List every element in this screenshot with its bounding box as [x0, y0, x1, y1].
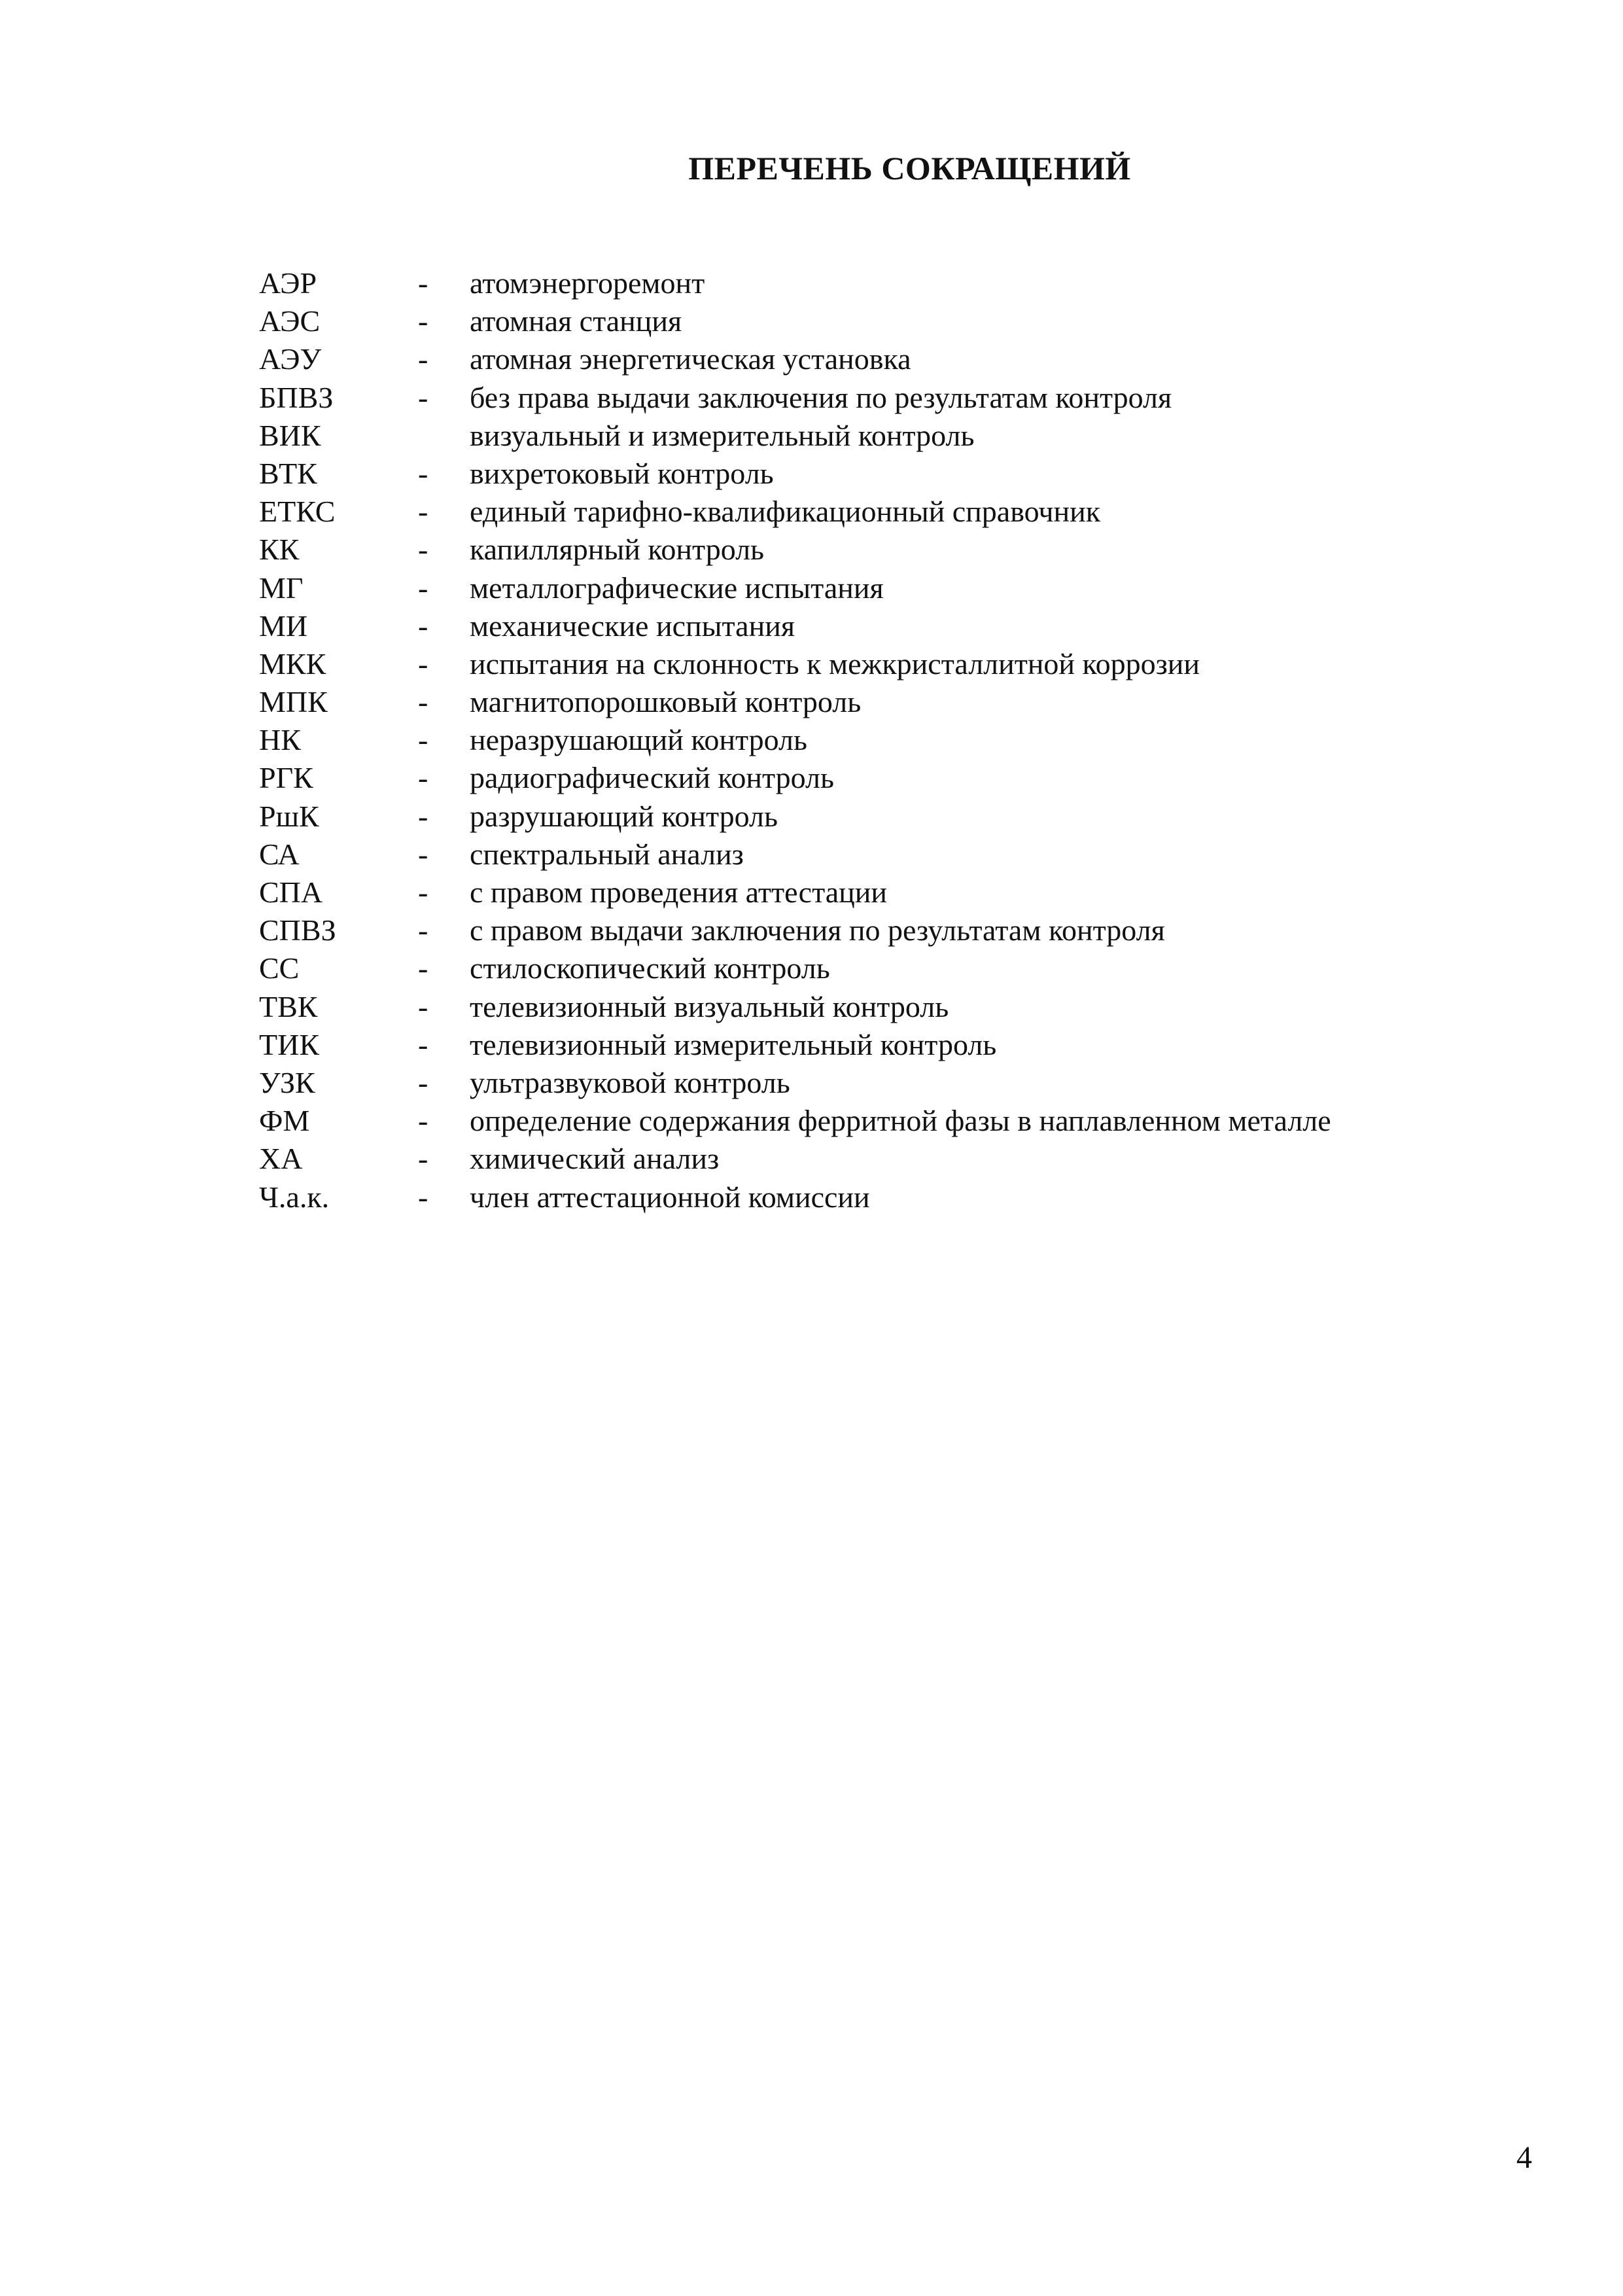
abbreviation-code: МИ	[259, 609, 308, 643]
abbreviation-dash: -	[418, 456, 428, 490]
abbreviation-dash: -	[418, 495, 428, 529]
abbreviation-code: РГК	[259, 761, 313, 795]
abbreviation-dash: -	[418, 571, 428, 605]
abbreviation-code: СПА	[259, 875, 323, 909]
abbreviation-list	[259, 264, 1502, 1216]
abbreviation-code: АЭР	[259, 266, 317, 300]
abbreviation-dash: -	[418, 1180, 428, 1214]
abbreviation-dash: -	[418, 304, 428, 338]
abbreviation-code: АЭС	[259, 304, 321, 338]
abbreviation-code: МПК	[259, 685, 328, 719]
abbreviation-code: НК	[259, 723, 301, 757]
abbreviation-definition: химический анализ	[470, 1142, 720, 1176]
abbreviation-dash: -	[418, 609, 428, 643]
abbreviation-code: ФМ	[259, 1104, 310, 1138]
abbreviation-row	[259, 493, 1502, 531]
abbreviation-row	[259, 1178, 1502, 1216]
abbreviation-definition: неразрушающий контроль	[470, 723, 807, 757]
abbreviation-code: ВИК	[259, 418, 321, 452]
abbreviation-dash: -	[418, 1027, 428, 1061]
abbreviation-dash: -	[418, 723, 428, 757]
abbreviation-code: АЭУ	[259, 342, 322, 376]
abbreviation-code: ХА	[259, 1142, 303, 1176]
abbreviation-row	[259, 1064, 1502, 1102]
abbreviation-row	[259, 417, 1502, 455]
abbreviation-definition: без права выдачи заключения по результатам контроля	[470, 380, 1172, 414]
abbreviation-dash: -	[418, 380, 428, 414]
abbreviation-code: СА	[259, 837, 300, 871]
abbreviation-code: БПВЗ	[259, 380, 334, 414]
abbreviation-row	[259, 836, 1502, 874]
abbreviation-code: ЕТКС	[259, 495, 336, 529]
abbreviation-row	[259, 988, 1502, 1026]
abbreviation-dash: -	[418, 342, 428, 376]
abbreviation-row	[259, 607, 1502, 645]
abbreviation-code: ВТК	[259, 456, 317, 490]
abbreviation-code: СПВЗ	[259, 913, 336, 947]
abbreviation-definition: радиографический контроль	[470, 761, 834, 795]
abbreviation-row	[259, 455, 1502, 493]
abbreviation-definition: член аттестационной комиссии	[470, 1180, 870, 1214]
abbreviation-definition: капиллярный контроль	[470, 533, 765, 567]
abbreviation-row	[259, 1102, 1502, 1140]
abbreviation-definition: визуальный и измерительный контроль	[470, 418, 975, 452]
abbreviation-definition: телевизионный измерительный контроль	[470, 1027, 997, 1061]
abbreviation-row	[259, 569, 1502, 607]
abbreviation-definition: атомная станция	[470, 304, 682, 338]
abbreviation-definition: определение содержания ферритной фазы в наплавленном металле	[470, 1104, 1331, 1138]
abbreviation-row	[259, 798, 1502, 836]
abbreviation-row	[259, 645, 1502, 683]
abbreviation-dash: -	[418, 761, 428, 795]
abbreviation-row	[259, 379, 1502, 417]
abbreviation-definition: магнитопорошковый контроль	[470, 685, 862, 719]
abbreviation-definition: ультразвуковой контроль	[470, 1065, 790, 1099]
abbreviation-dash: -	[418, 951, 428, 985]
abbreviation-code: ТИК	[259, 1027, 319, 1061]
abbreviation-row	[259, 264, 1502, 302]
abbreviation-row	[259, 874, 1502, 911]
abbreviation-row	[259, 531, 1502, 569]
abbreviation-code: КК	[259, 533, 300, 567]
abbreviation-dash: -	[418, 533, 428, 567]
abbreviation-row	[259, 340, 1502, 378]
abbreviation-row	[259, 1026, 1502, 1064]
abbreviation-definition: атомная энергетическая установка	[470, 342, 911, 376]
abbreviation-definition: стилоскопический контроль	[470, 951, 830, 985]
abbreviation-definition: испытания на склонность к межкристаллитной коррозии	[470, 646, 1200, 680]
abbreviation-dash: -	[418, 646, 428, 680]
abbreviation-row	[259, 1140, 1502, 1178]
abbreviation-definition: с правом проведения аттестации	[470, 875, 888, 909]
abbreviation-definition: единый тарифно-квалификационный справочник	[470, 495, 1101, 529]
abbreviation-definition: телевизионный визуальный контроль	[470, 989, 949, 1023]
abbreviation-dash: -	[418, 837, 428, 871]
abbreviation-code: РшК	[259, 799, 319, 833]
abbreviation-row	[259, 949, 1502, 987]
abbreviation-definition: металлографические испытания	[470, 571, 884, 605]
abbreviation-code: ТВК	[259, 989, 318, 1023]
abbreviation-definition: механические испытания	[470, 609, 795, 643]
abbreviation-definition: вихретоковый контроль	[470, 456, 774, 490]
page-number: 4	[1516, 2140, 1532, 2175]
abbreviation-code: УЗК	[259, 1065, 315, 1099]
abbreviation-dash: -	[418, 1065, 428, 1099]
abbreviation-row	[259, 911, 1502, 949]
abbreviation-dash: -	[418, 685, 428, 719]
page-title: ПЕРЕЧЕНЬ СОКРАЩЕНИЙ	[688, 150, 1131, 186]
abbreviation-dash: -	[418, 266, 428, 300]
abbreviation-dash: -	[418, 1104, 428, 1138]
abbreviation-dash: -	[418, 799, 428, 833]
abbreviation-dash: -	[418, 913, 428, 947]
abbreviation-row	[259, 683, 1502, 721]
abbreviation-row	[259, 302, 1502, 340]
abbreviation-dash: -	[418, 989, 428, 1023]
abbreviation-code: МГ	[259, 571, 304, 605]
abbreviation-code: СС	[259, 951, 300, 985]
abbreviation-definition: атомэнергоремонт	[470, 266, 705, 300]
abbreviation-dash: -	[418, 1142, 428, 1176]
abbreviation-definition: разрушающий контроль	[470, 799, 778, 833]
abbreviation-code: МКК	[259, 646, 326, 680]
abbreviation-dash: -	[418, 875, 428, 909]
abbreviation-definition: спектральный анализ	[470, 837, 744, 871]
abbreviation-definition: с правом выдачи заключения по результатам контроля	[470, 913, 1165, 947]
abbreviation-row	[259, 759, 1502, 797]
abbreviation-code: Ч.а.к.	[259, 1180, 330, 1214]
abbreviation-row	[259, 721, 1502, 759]
